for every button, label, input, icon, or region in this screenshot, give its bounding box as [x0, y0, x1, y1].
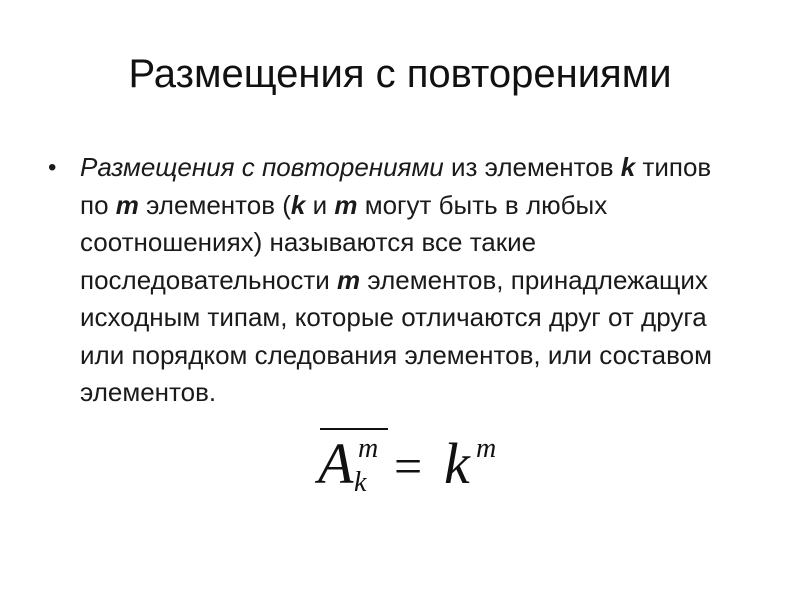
text-segment: и [305, 189, 335, 220]
formula-equals-sign: = [394, 438, 423, 494]
slide-title: Размещения с повторениями [128, 52, 672, 96]
formula-lhs-symbol: A [318, 431, 354, 496]
formula [316, 420, 526, 510]
text-segment: элементов ( [138, 189, 291, 220]
formula-rhs-base: k [444, 431, 470, 496]
text-segment: из элементов [443, 152, 621, 182]
formula-rhs-superscript: m [476, 433, 497, 464]
formula-lhs-superscript: m [358, 433, 379, 464]
variable-m: m [115, 189, 139, 220]
formula-lhs-subscript: k [354, 467, 367, 498]
text-segment: элементов, принадлежащих исходным типам, которые отличаются друг от друга или порядком следования элементов, или составом элементов. [80, 264, 712, 407]
definition-paragraph [80, 149, 740, 412]
variable-k: k [290, 189, 306, 220]
text-segment: типов по [80, 152, 712, 220]
variable-m: m [334, 189, 358, 220]
formula-overline [320, 428, 388, 430]
variable-k: k [620, 152, 636, 182]
variable-m: m [337, 264, 361, 295]
text-segment: могут быть в любых соотношениях) называются все такие последовательности [80, 189, 608, 295]
bullet-marker: • [48, 154, 57, 181]
term-emphasis: Размещения с повторениями [80, 152, 444, 182]
